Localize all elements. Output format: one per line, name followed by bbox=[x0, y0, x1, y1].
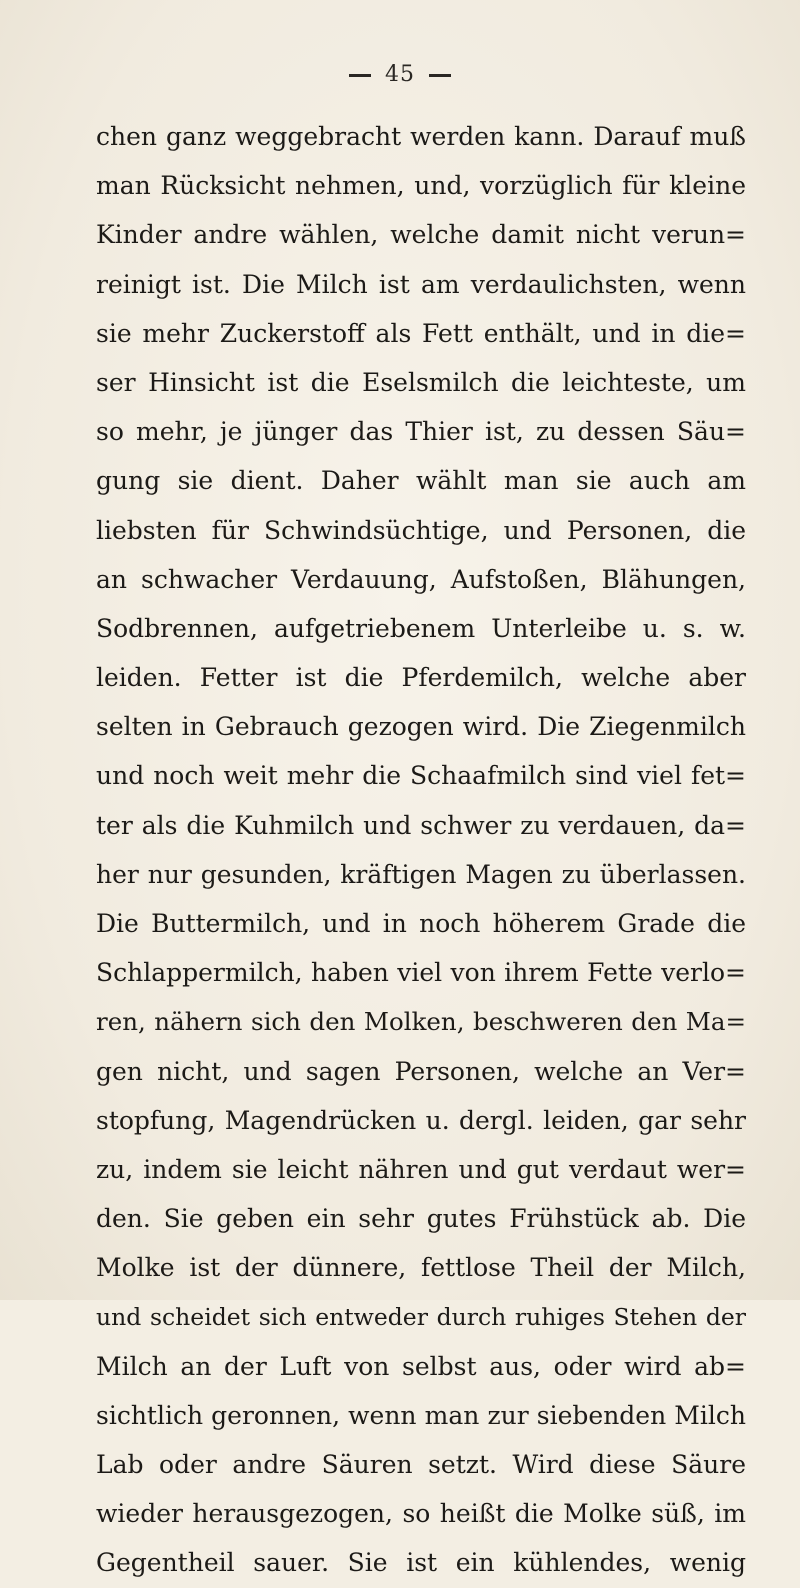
page-number: 45 bbox=[385, 62, 415, 87]
text-line: an schwacher Verdauung, Aufstoßen, Blähungen, bbox=[96, 564, 746, 594]
text-line: Die Buttermilch, und in noch höherem Grade die bbox=[96, 909, 746, 938]
right-dash-ornament bbox=[429, 74, 451, 77]
text-line: selten in Gebrauch gezogen wird. Die Ziegenmilch bbox=[96, 712, 746, 742]
text-line: und noch weit mehr die Schaafmilch sind viel fet= bbox=[96, 761, 746, 791]
text-line: Kinder andre wählen, welche damit nicht verun= bbox=[96, 220, 746, 250]
text-line: Schlappermilch, haben viel von ihrem Fette verlo= bbox=[96, 958, 746, 988]
text-line: man Rücksicht nehmen, und, vorzüglich für kleine bbox=[96, 171, 746, 201]
text-line: Milch an der Luft von selbst aus, oder wird ab= bbox=[96, 1351, 746, 1381]
text-line: stopfung, Magendrücken u. dergl. leiden, gar sehr bbox=[96, 1105, 746, 1135]
text-line: sie mehr Zuckerstoff als Fett enthält, und in die= bbox=[96, 318, 746, 348]
text-line: Sodbrennen, aufgetriebenem Unterleibe u. s. w. bbox=[96, 613, 746, 643]
left-dash-ornament bbox=[349, 74, 371, 77]
text-line: zu, indem sie leicht nähren und gut verdaut wer= bbox=[96, 1154, 746, 1184]
text-line: reinigt ist. Die Milch ist am verdaulichsten, wenn bbox=[96, 269, 746, 299]
text-line: liebsten für Schwindsüchtige, und Personen, die bbox=[96, 515, 746, 545]
text-line: Gegentheil sauer. Sie ist ein kühlendes, wenig bbox=[96, 1548, 746, 1578]
text-line: Lab oder andre Säuren setzt. Wird diese Säure bbox=[96, 1450, 746, 1480]
text-line: und scheidet sich entweder durch ruhiges Stehen der bbox=[96, 1302, 746, 1331]
body-text bbox=[96, 112, 746, 1588]
text-line: leiden. Fetter ist die Pferdemilch, welche aber bbox=[96, 663, 746, 693]
text-line: ser Hinsicht ist die Eselsmilch die leichteste, um bbox=[96, 367, 746, 397]
text-line: ren, nähern sich den Molken, beschweren den Ma= bbox=[96, 1007, 746, 1037]
text-line: so mehr, je jünger das Thier ist, zu dessen Säu= bbox=[96, 417, 746, 447]
text-line: den. Sie geben ein sehr gutes Frühstück ab. Die bbox=[96, 1204, 746, 1234]
text-line: ter als die Kuhmilch und schwer zu verdauen, da= bbox=[96, 810, 746, 840]
text-line: Molke ist der dünnere, fettlose Theil der Milch, bbox=[96, 1253, 746, 1283]
text-line: gung sie dient. Daher wählt man sie auch am bbox=[96, 466, 746, 496]
text-line: chen ganz weggebracht werden kann. Darauf muß bbox=[96, 122, 746, 151]
text-line: sichtlich geronnen, wenn man zur siebenden Milch bbox=[96, 1400, 746, 1430]
text-line: wieder herausgezogen, so heißt die Molke süß, im bbox=[96, 1499, 746, 1529]
page-number-header bbox=[0, 62, 800, 87]
text-line: gen nicht, und sagen Personen, welche an Ver= bbox=[96, 1056, 746, 1086]
text-line: her nur gesunden, kräftigen Magen zu überlassen. bbox=[96, 859, 746, 889]
